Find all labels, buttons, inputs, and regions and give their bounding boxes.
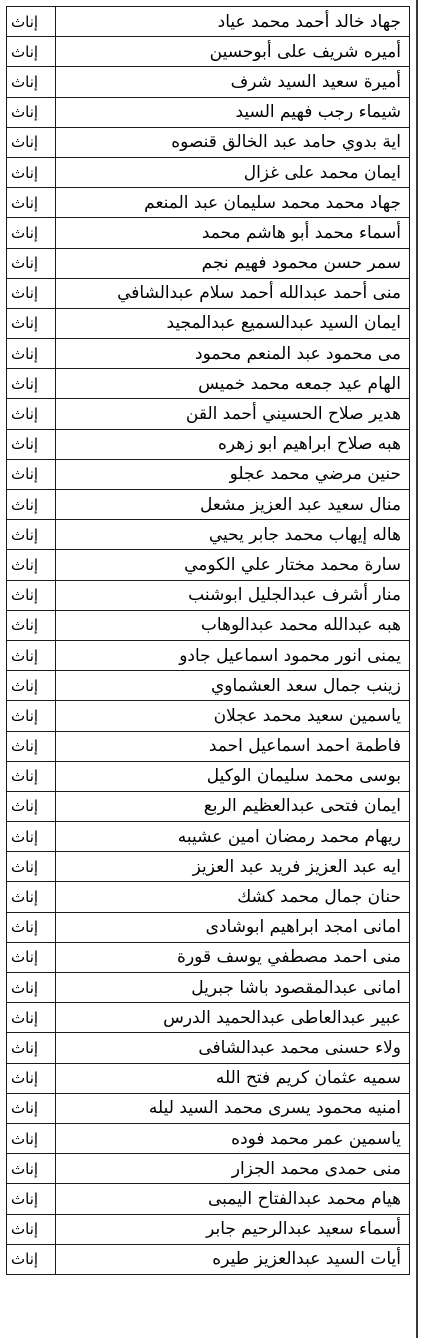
student-name-cell: أسماء محمد أبو هاشم محمد [56, 218, 410, 248]
student-name-cell: حنين مرضي محمد عجلو [56, 459, 410, 489]
student-name-cell: ايمان محمد على غزال [56, 157, 410, 187]
names-table [6, 6, 410, 1275]
table-row [7, 1063, 410, 1093]
student-name-cell: اية بدوي حامد عبد الخالق قنصوه [56, 127, 410, 157]
gender-cell: إناث [7, 67, 56, 97]
table-row [7, 1003, 410, 1033]
student-name-cell: ياسمين عمر محمد فوده [56, 1123, 410, 1153]
gender-cell: إناث [7, 157, 56, 187]
student-name-cell: ايه عبد العزيز فريد عبد العزيز [56, 852, 410, 882]
table-row [7, 369, 410, 399]
table-row [7, 37, 410, 67]
table-row [7, 459, 410, 489]
gender-cell: إناث [7, 1184, 56, 1214]
student-name-cell: سميه عثمان كريم فتح الله [56, 1063, 410, 1093]
gender-cell: إناث [7, 610, 56, 640]
table-row [7, 339, 410, 369]
gender-cell: إناث [7, 761, 56, 791]
student-name-cell: هدير صلاح الحسيني أحمد القن [56, 399, 410, 429]
table-row [7, 188, 410, 218]
gender-cell: إناث [7, 278, 56, 308]
student-name-cell: زينب جمال سعد العشماوي [56, 671, 410, 701]
gender-cell: إناث [7, 218, 56, 248]
table-row [7, 490, 410, 520]
gender-cell: إناث [7, 127, 56, 157]
student-name-cell: منار أشرف عبدالجليل ابوشنب [56, 580, 410, 610]
gender-cell: إناث [7, 580, 56, 610]
gender-cell: إناث [7, 308, 56, 338]
table-row [7, 912, 410, 942]
student-name-cell: ريهام محمد رمضان امين عشيبه [56, 822, 410, 852]
gender-cell: إناث [7, 731, 56, 761]
names-table-body [7, 7, 410, 1275]
student-name-cell: سمر حسن محمود فهيم نجم [56, 248, 410, 278]
table-row [7, 1154, 410, 1184]
table-row [7, 278, 410, 308]
table-row [7, 822, 410, 852]
gender-cell: إناث [7, 37, 56, 67]
student-name-cell: عبير عبدالعاطى عبدالحميد الدرس [56, 1003, 410, 1033]
student-name-cell: هبه صلاح ابراهيم ابو زهره [56, 429, 410, 459]
student-name-cell: ايمان السيد عبدالسميع عبدالمجيد [56, 308, 410, 338]
table-row [7, 1123, 410, 1153]
gender-cell: إناث [7, 822, 56, 852]
gender-cell: إناث [7, 701, 56, 731]
table-row [7, 882, 410, 912]
gender-cell: إناث [7, 1244, 56, 1274]
gender-cell: إناث [7, 490, 56, 520]
gender-cell: إناث [7, 188, 56, 218]
sheet-edge-line [416, 0, 418, 1338]
table-row [7, 942, 410, 972]
gender-cell: إناث [7, 1003, 56, 1033]
student-name-cell: منال سعيد عبد العزيز مشعل [56, 490, 410, 520]
student-name-cell: أيات السيد عبدالعزيز طيره [56, 1244, 410, 1274]
table-row [7, 399, 410, 429]
student-name-cell: يمنى انور محمود اسماعيل جادو [56, 640, 410, 670]
gender-cell: إناث [7, 248, 56, 278]
table-row [7, 731, 410, 761]
table-row [7, 429, 410, 459]
student-name-cell: الهام عيد جمعه محمد خميس [56, 369, 410, 399]
table-row [7, 218, 410, 248]
table-row [7, 640, 410, 670]
table-row [7, 127, 410, 157]
gender-cell: إناث [7, 1154, 56, 1184]
gender-cell: إناث [7, 1214, 56, 1244]
student-name-cell: امنيه محمود يسرى محمد السيد ليله [56, 1093, 410, 1123]
student-name-cell: منى حمدى محمد الجزار [56, 1154, 410, 1184]
gender-cell: إناث [7, 520, 56, 550]
table-row [7, 671, 410, 701]
student-name-cell: هيام محمد عبدالفتاح اليمبى [56, 1184, 410, 1214]
student-name-cell: منى احمد مصطفي يوسف قورة [56, 942, 410, 972]
table-row [7, 520, 410, 550]
table-row [7, 248, 410, 278]
gender-cell: إناث [7, 339, 56, 369]
student-name-cell: هبه عبدالله محمد عبدالوهاب [56, 610, 410, 640]
gender-cell: إناث [7, 912, 56, 942]
student-name-cell: فاطمة احمد اسماعيل احمد [56, 731, 410, 761]
student-name-cell: أميرة سعيد السيد شرف [56, 67, 410, 97]
table-row [7, 97, 410, 127]
table-row [7, 157, 410, 187]
gender-cell: إناث [7, 942, 56, 972]
table-row [7, 610, 410, 640]
student-name-cell: مى محمود عبد المنعم محمود [56, 339, 410, 369]
student-name-cell: جهاد محمد محمد سليمان عبد المنعم [56, 188, 410, 218]
gender-cell: إناث [7, 429, 56, 459]
gender-cell: إناث [7, 97, 56, 127]
table-row [7, 1184, 410, 1214]
student-name-cell: هاله إيهاب محمد جابر يحيي [56, 520, 410, 550]
table-row [7, 852, 410, 882]
table-row [7, 1033, 410, 1063]
gender-cell: إناث [7, 1033, 56, 1063]
gender-cell: إناث [7, 459, 56, 489]
student-name-cell: شيماء رجب فهيم السيد [56, 97, 410, 127]
table-row [7, 1093, 410, 1123]
student-name-cell: منى أحمد عبدالله أحمد سلام عبدالشافي [56, 278, 410, 308]
gender-cell: إناث [7, 550, 56, 580]
gender-cell: إناث [7, 399, 56, 429]
gender-cell: إناث [7, 7, 56, 37]
table-row [7, 973, 410, 1003]
student-name-cell: حنان جمال محمد كشك [56, 882, 410, 912]
student-name-cell: أسماء سعيد عبدالرحيم جابر [56, 1214, 410, 1244]
gender-cell: إناث [7, 791, 56, 821]
student-name-cell: سارة محمد مختار علي الكومي [56, 550, 410, 580]
table-row [7, 761, 410, 791]
gender-cell: إناث [7, 369, 56, 399]
student-name-cell: ياسمين سعيد محمد عجلان [56, 701, 410, 731]
table-row [7, 1214, 410, 1244]
gender-cell: إناث [7, 1063, 56, 1093]
table-row [7, 791, 410, 821]
student-name-cell: ولاء حسنى محمد عبدالشافى [56, 1033, 410, 1063]
student-name-cell: أميره شريف على أبوحسين [56, 37, 410, 67]
table-row [7, 550, 410, 580]
student-name-cell: بوسى محمد سليمان الوكيل [56, 761, 410, 791]
gender-cell: إناث [7, 1123, 56, 1153]
table-row [7, 580, 410, 610]
gender-cell: إناث [7, 852, 56, 882]
gender-cell: إناث [7, 973, 56, 1003]
gender-cell: إناث [7, 882, 56, 912]
table-row [7, 67, 410, 97]
table-row [7, 1244, 410, 1274]
student-name-cell: امانى عبدالمقصود باشا جبريل [56, 973, 410, 1003]
gender-cell: إناث [7, 1093, 56, 1123]
gender-cell: إناث [7, 671, 56, 701]
table-row [7, 7, 410, 37]
student-name-cell: جهاد خالد أحمد محمد عياد [56, 7, 410, 37]
table-row [7, 308, 410, 338]
table-row [7, 701, 410, 731]
student-name-cell: ايمان فتحى عبدالعظيم الربع [56, 791, 410, 821]
student-name-cell: امانى امجد ابراهيم ابوشادى [56, 912, 410, 942]
gender-cell: إناث [7, 640, 56, 670]
